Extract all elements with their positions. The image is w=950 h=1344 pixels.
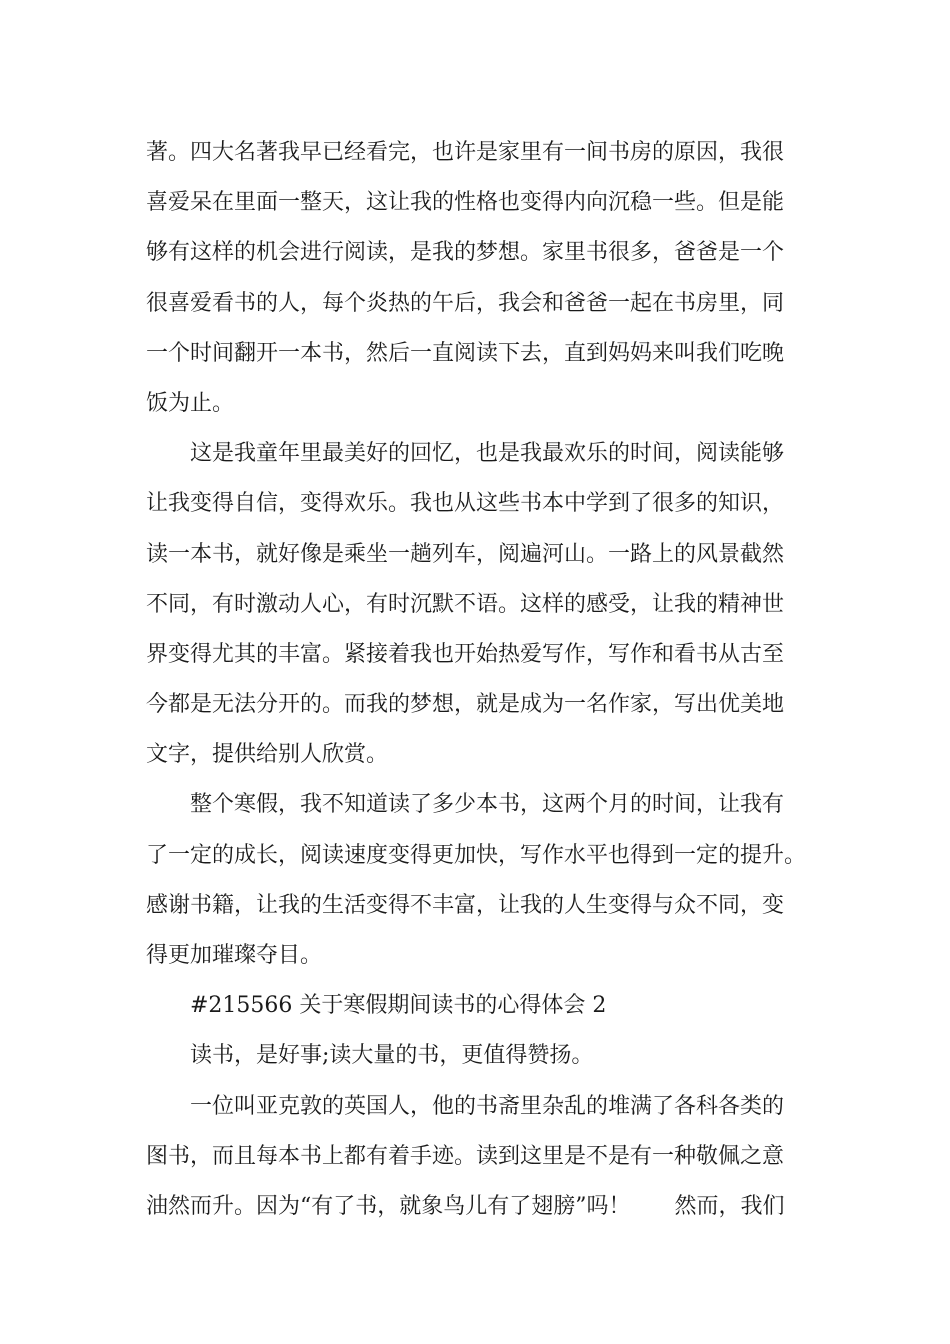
text-line: 让我变得自信，变得欢乐。我也从这些书本中学到了很多的知识，: [146, 491, 785, 517]
text-line: 油然而升。因为“有了书，就象鸟儿有了翅膀”吗！ 然而，我们: [146, 1193, 785, 1219]
text-line: 得更加璀璨夺目。: [146, 943, 323, 968]
text-line: 读书，是好事;读大量的书，更值得赞扬。: [190, 1043, 594, 1069]
text-line: 一位叫亚克敦的英国人，他的书斋里杂乱的堆满了各科各类的: [190, 1093, 785, 1119]
text-line: 图书，而且每本书上都有着手迹。读到这里是不是有一种敬佩之意: [146, 1143, 785, 1169]
text-line: 界变得尤其的丰富。紧接着我也开始热爱写作，写作和看书从古至: [146, 641, 785, 667]
text-line: 今都是无法分开的。而我的梦想，就是成为一名作家，写出优美地: [146, 692, 785, 718]
text-line: 饭为止。: [146, 390, 235, 416]
text-line: 著。四大名著我早已经看完，也许是家里有一间书房的原因，我很: [146, 140, 785, 165]
text-line: 够有这样的机会进行阅读，是我的梦想。家里书很多，爸爸是一个: [146, 240, 785, 266]
body-text: [146, 128, 826, 1232]
text-line: 不同，有时激动人心，有时沉默不语。这样的感受，让我的精神世: [146, 591, 785, 617]
text-line: 整个寒假，我不知道读了多少本书，这两个月的时间，让我有: [190, 792, 785, 818]
text-line: 文字，提供给别人欣赏。: [146, 742, 389, 768]
text-line: 读一本书，就好像是乘坐一趟列车，阅遍河山。一路上的风景截然: [146, 541, 785, 567]
text-line: 很喜爱看书的人，每个炎热的午后，我会和爸爸一起在书房里，同: [146, 290, 785, 316]
text-line: 一个时间翻开一本书，然后一直阅读下去，直到妈妈来叫我们吃晚: [146, 340, 785, 366]
text-line: 这是我童年里最美好的回忆，也是我最欢乐的时间，阅读能够: [190, 441, 785, 467]
text-line: 喜爱呆在里面一整天，这让我的性格也变得内向沉稳一些。但是能: [146, 190, 785, 216]
section-heading: #215566 关于寒假期间读书的心得体会 2: [190, 993, 607, 1019]
text-line: 了一定的成长，阅读速度变得更加快，写作水平也得到一定的提升。: [146, 842, 807, 868]
text-line: 感谢书籍，让我的生活变得不丰富，让我的人生变得与众不同，变: [146, 892, 785, 918]
